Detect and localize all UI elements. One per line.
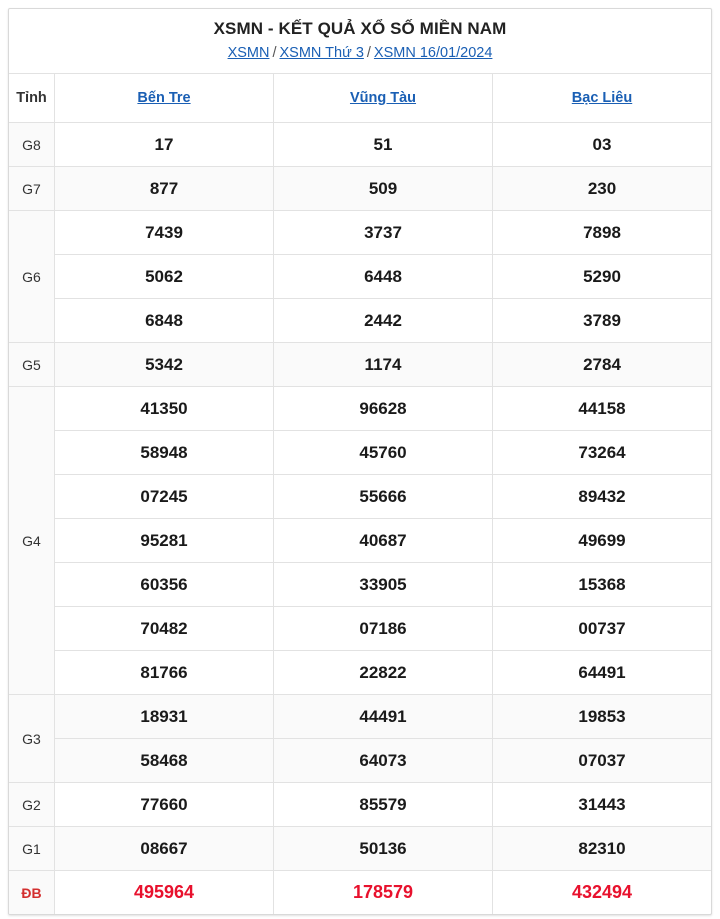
prize-number: 55666 bbox=[274, 475, 493, 519]
prize-number: 230 bbox=[493, 167, 712, 211]
table-row bbox=[9, 563, 711, 607]
prize-number: 82310 bbox=[493, 827, 712, 871]
page-title: XSMN - KẾT QUẢ XỔ SỐ MIỀN NAM bbox=[213, 19, 507, 38]
column-header-vung-tau bbox=[274, 74, 493, 123]
prize-number: 877 bbox=[55, 167, 274, 211]
table-row bbox=[9, 343, 711, 387]
prize-number: 58948 bbox=[55, 431, 274, 475]
table-header bbox=[9, 74, 711, 123]
prize-number: 3737 bbox=[274, 211, 493, 255]
table-row bbox=[9, 827, 711, 871]
table-body bbox=[9, 123, 711, 915]
prize-label: G5 bbox=[9, 343, 55, 387]
prize-label: G3 bbox=[9, 695, 55, 783]
prize-number: 44491 bbox=[274, 695, 493, 739]
table-row bbox=[9, 475, 711, 519]
prize-number: 1174 bbox=[274, 343, 493, 387]
prize-number: 70482 bbox=[55, 607, 274, 651]
results-card bbox=[8, 8, 712, 915]
prize-number: 15368 bbox=[493, 563, 712, 607]
prize-number: 2784 bbox=[493, 343, 712, 387]
breadcrumb-separator-2: / bbox=[366, 45, 371, 61]
prize-label: G8 bbox=[9, 123, 55, 167]
province-link-ben-tre[interactable]: Bến Tre bbox=[137, 90, 191, 106]
prize-number: 85579 bbox=[274, 783, 493, 827]
prize-number: 2442 bbox=[274, 299, 493, 343]
prize-number: 07245 bbox=[55, 475, 274, 519]
prize-number: 5062 bbox=[55, 255, 274, 299]
prize-number: 95281 bbox=[55, 519, 274, 563]
prize-number: 5342 bbox=[55, 343, 274, 387]
breadcrumb-region[interactable]: XSMN bbox=[227, 45, 270, 61]
prize-number: 45760 bbox=[274, 431, 493, 475]
province-link-bac-lieu[interactable]: Bạc Liêu bbox=[571, 90, 633, 106]
prize-number: 22822 bbox=[274, 651, 493, 695]
column-header-bac-lieu bbox=[493, 74, 712, 123]
prize-number: 31443 bbox=[493, 783, 712, 827]
province-link-vung-tau[interactable]: Vũng Tàu bbox=[349, 90, 417, 106]
prize-label: G1 bbox=[9, 827, 55, 871]
prize-number: 03 bbox=[493, 123, 712, 167]
prize-number: 64491 bbox=[493, 651, 712, 695]
table-row bbox=[9, 651, 711, 695]
prize-number: 58468 bbox=[55, 739, 274, 783]
table-row bbox=[9, 607, 711, 651]
lottery-results-table bbox=[9, 73, 711, 914]
prize-number: 33905 bbox=[274, 563, 493, 607]
table-row bbox=[9, 783, 711, 827]
breadcrumb-separator-1: / bbox=[272, 45, 277, 61]
prize-label: G4 bbox=[9, 387, 55, 695]
prize-number: 18931 bbox=[55, 695, 274, 739]
table-row bbox=[9, 431, 711, 475]
table-row bbox=[9, 299, 711, 343]
prize-number: 6448 bbox=[274, 255, 493, 299]
table-row bbox=[9, 871, 711, 915]
prize-number: 7898 bbox=[493, 211, 712, 255]
prize-number: 7439 bbox=[55, 211, 274, 255]
table-row bbox=[9, 167, 711, 211]
prize-number: 07186 bbox=[274, 607, 493, 651]
prize-number: 509 bbox=[274, 167, 493, 211]
column-header-ben-tre bbox=[55, 74, 274, 123]
prize-number: 60356 bbox=[55, 563, 274, 607]
prize-number: 495964 bbox=[55, 871, 274, 915]
prize-number: 73264 bbox=[493, 431, 712, 475]
prize-number: 00737 bbox=[493, 607, 712, 651]
prize-number: 44158 bbox=[493, 387, 712, 431]
prize-label: ĐB bbox=[9, 871, 55, 915]
prize-number: 81766 bbox=[55, 651, 274, 695]
table-row bbox=[9, 519, 711, 563]
prize-number: 07037 bbox=[493, 739, 712, 783]
prize-number: 3789 bbox=[493, 299, 712, 343]
prize-label: G2 bbox=[9, 783, 55, 827]
table-row bbox=[9, 695, 711, 739]
prize-number: 51 bbox=[274, 123, 493, 167]
prize-number: 08667 bbox=[55, 827, 274, 871]
prize-number: 96628 bbox=[274, 387, 493, 431]
table-row bbox=[9, 255, 711, 299]
prize-number: 41350 bbox=[55, 387, 274, 431]
prize-number: 50136 bbox=[274, 827, 493, 871]
prize-label: G6 bbox=[9, 211, 55, 343]
prize-number: 77660 bbox=[55, 783, 274, 827]
prize-number: 19853 bbox=[493, 695, 712, 739]
table-header-row bbox=[9, 74, 711, 123]
prize-number: 6848 bbox=[55, 299, 274, 343]
table-row bbox=[9, 123, 711, 167]
table-row bbox=[9, 211, 711, 255]
table-row bbox=[9, 387, 711, 431]
prize-label: G7 bbox=[9, 167, 55, 211]
prize-number: 5290 bbox=[493, 255, 712, 299]
prize-number: 17 bbox=[55, 123, 274, 167]
prize-number: 178579 bbox=[274, 871, 493, 915]
breadcrumb-date[interactable]: XSMN 16/01/2024 bbox=[373, 45, 493, 61]
prize-number: 64073 bbox=[274, 739, 493, 783]
column-header-province: Tỉnh bbox=[9, 74, 55, 123]
prize-number: 432494 bbox=[493, 871, 712, 915]
breadcrumb bbox=[9, 41, 711, 73]
breadcrumb-weekday[interactable]: XSMN Thứ 3 bbox=[279, 45, 364, 61]
prize-number: 40687 bbox=[274, 519, 493, 563]
table-row bbox=[9, 739, 711, 783]
prize-number: 89432 bbox=[493, 475, 712, 519]
prize-number: 49699 bbox=[493, 519, 712, 563]
